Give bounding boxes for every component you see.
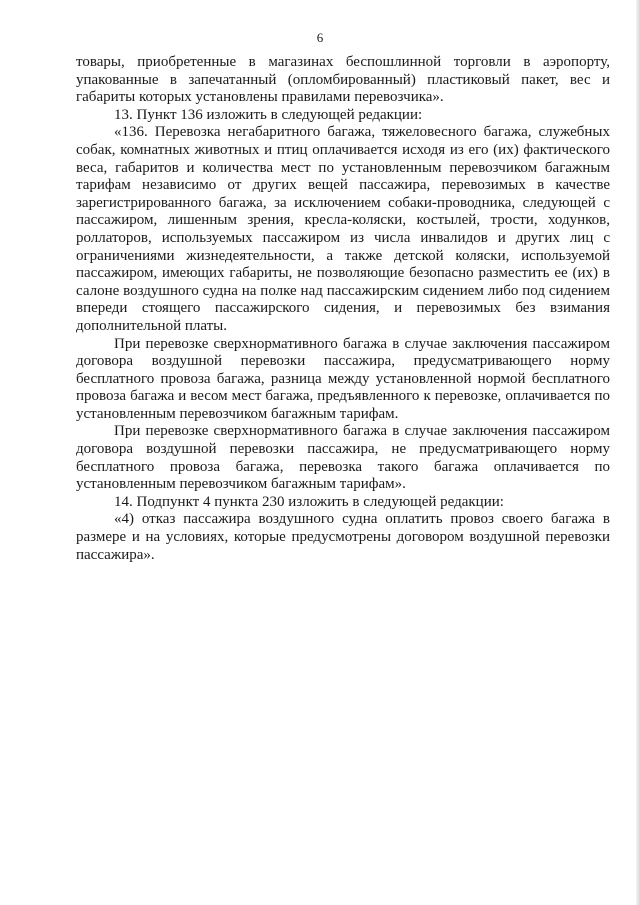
paragraph-subclause-4: «4) отказ пассажира воздушного судна оплатить провоз своего багажа в размере и на условиях, которые предусмотрены договором воздушной перевозки пассажира». <box>76 511 610 563</box>
paragraph-item-14: 14. Подпункт 4 пункта 230 изложить в следующей редакции: <box>114 493 504 510</box>
paragraph-item-13: 13. Пункт 136 изложить в следующей редакции: <box>114 106 423 123</box>
paragraph-clause-136: «136. Перевозка негабаритного багажа, тяжеловесного багажа, служебных собак, комнатных животных и птиц оплачивается исходя из его (их) фактического веса, габаритов и количества мест по установленным перевозчиком багажным тарифам независимо от других вещей пассажира, перевозимых в качестве зарегистрированного багажа, за исключением собаки-проводника, следующей с пассажиром, лишенным зрения, кресла-коляски, костылей, трости, ходунков, роллаторов, используемых пассажиром из числа инвалидов и других лиц с ограничениями жизнедеятельности, а также детской коляски, используемой пассажиром, имеющих габариты, не позволяющие безопасно разместить ее (их) в салоне воздушного судна на полке над пассажирским сидением либо под сидением впереди стоящего пассажирского сидения, и перевозимых без взимания дополнительной платы. <box>76 124 610 334</box>
document-body <box>76 54 610 564</box>
page-edge-shadow <box>636 0 640 905</box>
paragraph-excess-baggage-free-allowance: При перевозке сверхнормативного багажа в случае заключения пассажиром договора воздушной перевозки пассажира, предусматривающего норму бесплатного провоза багажа, разница между установленной нормой бесплатного провоза багажа и весом мест багажа, предъявленного к перевозке, оплачивается по установленным перевозчиком багажным тарифам. <box>76 335 610 422</box>
page-number: 6 <box>316 30 324 45</box>
paragraph-excess-baggage-no-allowance: При перевозке сверхнормативного багажа в случае заключения пассажиром договора воздушной перевозки пассажира, не предусматривающего норму бесплатного провоза багажа, перевозка такого багажа оплачивается по установленным перевозчиком багажным тарифам». <box>76 423 610 493</box>
paragraph-continuation: товары, приобретенные в магазинах беспошлинной торговли в аэропорту, упакованные в запечатанный (опломбированный) пластиковый пакет, вес и габариты которых установлены правилами перевозчика». <box>76 54 610 106</box>
